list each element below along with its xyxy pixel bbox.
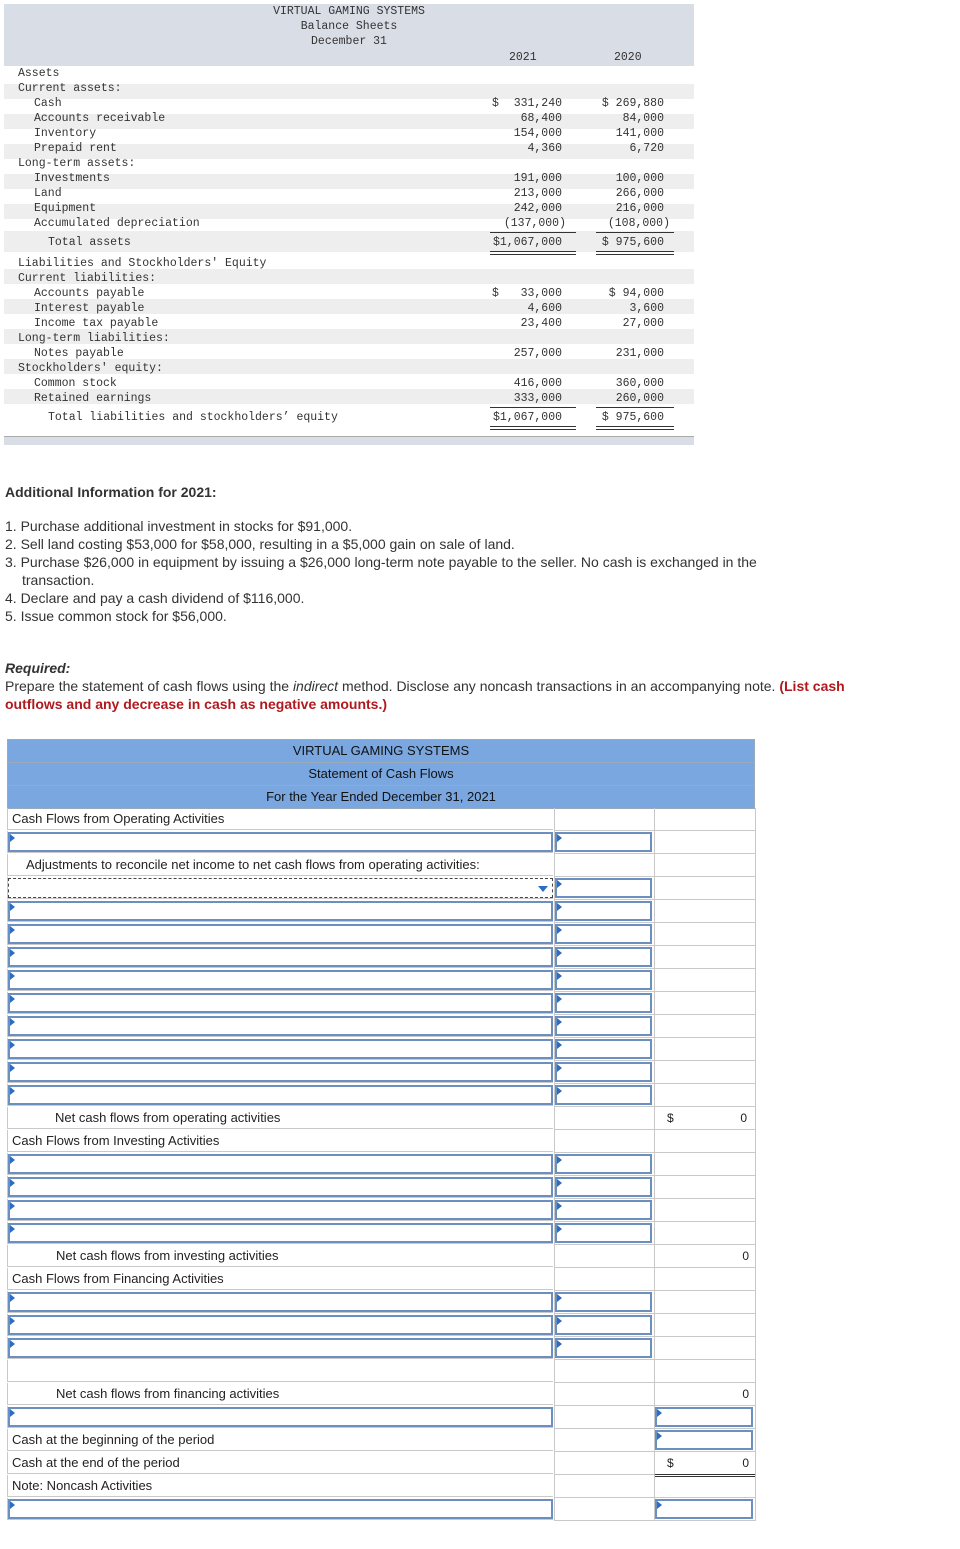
net-investing-label: Net cash flows from investing activities (7, 1245, 553, 1267)
adjustment-label-input[interactable] (8, 924, 553, 944)
bs-current-assets-heading: Current assets: (18, 82, 122, 95)
adjustment-amount-input[interactable] (555, 1085, 652, 1105)
adjustment-label-input[interactable] (8, 993, 553, 1013)
bs-equity-heading: Stockholders' equity: (18, 362, 163, 375)
bs-row-investments: Investments 191,000 100,000 (34, 172, 664, 185)
bs-row-notes-payable: Notes payable 257,000 231,000 (34, 347, 664, 360)
net-income-label-input[interactable] (8, 832, 553, 852)
investing-amount-input[interactable] (555, 1154, 652, 1174)
bs-row-accumulated-depreciation: Accumulated depreciation (137,000) (108,000) (34, 217, 670, 230)
balance-sheet (4, 4, 694, 444)
bs-row-accounts-payable: Accounts payable $ 33,000 $ 94,000 (34, 287, 664, 300)
adjustment-label-input[interactable] (8, 1016, 553, 1036)
bs-row-retained-earnings: Retained earnings 333,000 260,000 (34, 392, 664, 405)
bs-row-total-assets: Total assets $1,067,000 $ 975,600 (48, 236, 664, 249)
noncash-row (7, 1498, 755, 1521)
net-operating-total: $ 0 (667, 1111, 747, 1125)
adjustment-amount-input[interactable] (555, 993, 652, 1013)
cash-end-total: $ 0 (654, 1452, 756, 1477)
financing-amount-input[interactable] (555, 1338, 652, 1358)
financing-heading: Cash Flows from Financing Activities (7, 1268, 553, 1290)
adjustment-amount-input[interactable] (555, 1039, 652, 1059)
net-financing-label: Net cash flows from financing activities (7, 1383, 553, 1405)
net-income-row (7, 831, 755, 854)
bs-row-inventory: Inventory 154,000 141,000 (34, 127, 664, 140)
noncash-label: Note: Noncash Activities (7, 1475, 553, 1497)
cf-statement: Statement of Cash Flows (7, 762, 755, 786)
adjustment-row (7, 1015, 755, 1038)
financing-row (7, 1291, 755, 1314)
net-change-label-input[interactable] (8, 1407, 553, 1427)
net-investing-total: 0 (654, 1245, 756, 1268)
investing-row (7, 1199, 755, 1222)
investing-row (7, 1176, 755, 1199)
financing-amount-input[interactable] (555, 1315, 652, 1335)
info-item-2: 2. Sell land costing $53,000 for $58,000, resulting in a $5,000 gain on sale of land. (5, 536, 515, 552)
investing-label-input[interactable] (8, 1200, 553, 1220)
bs-long-term-liab-heading: Long-term liabilities: (18, 332, 170, 345)
net-financing-total: 0 (654, 1383, 756, 1406)
bs-row-ar: Accounts receivable 68,400 84,000 (34, 112, 664, 125)
net-change-row (7, 1406, 755, 1429)
bs-year-2021: 2021 (509, 51, 537, 64)
investing-row (7, 1222, 755, 1245)
adjustment-amount-input[interactable] (555, 947, 652, 967)
financing-amount-input[interactable] (555, 1292, 652, 1312)
investing-row (7, 1153, 755, 1176)
investing-amount-input[interactable] (555, 1200, 652, 1220)
adjustment-label-input[interactable] (8, 1062, 553, 1082)
adjustment-row (7, 1038, 755, 1061)
bs-row-income-tax-payable: Income tax payable 23,400 27,000 (34, 317, 664, 330)
bs-current-liab-heading: Current liabilities: (18, 272, 157, 285)
adjustment-label-input[interactable] (8, 1039, 553, 1059)
required-label: Required: (5, 660, 71, 676)
info-item-5: 5. Issue common stock for $56,000. (5, 608, 227, 624)
adjustment-row (7, 1084, 755, 1107)
adjustment-row (7, 946, 755, 969)
adjustment-amount-input[interactable] (555, 878, 652, 898)
bs-row-prepaid: Prepaid rent 4,360 6,720 (34, 142, 664, 155)
info-item-1: 1. Purchase additional investment in stocks for $91,000. (5, 518, 353, 534)
adjustment-amount-input[interactable] (555, 1016, 652, 1036)
bs-row-cash: Cash $ 331,240 $ 269,880 (34, 97, 664, 110)
cf-period: For the Year Ended December 31, 2021 (7, 785, 755, 809)
bs-long-term-assets-heading: Long-term assets: (18, 157, 136, 170)
investing-amount-input[interactable] (555, 1177, 652, 1197)
adjustment-row (7, 969, 755, 992)
bs-company: VIRTUAL GAMING SYSTEMS (273, 5, 425, 18)
bs-liab-equity-heading: Liabilities and Stockholders' Equity (18, 257, 267, 270)
adjustment-row (7, 877, 755, 900)
bs-row-total-liab-equity: Total liabilities and stockholders’ equity $1,067,000 $ 975,600 (48, 411, 664, 424)
investing-label-input[interactable] (8, 1223, 553, 1243)
adjustment-amount-input[interactable] (555, 901, 652, 921)
required-instruction: outflows and any decrease in cash as negative amounts.) (5, 696, 388, 712)
bs-row-interest-payable: Interest payable 4,600 3,600 (34, 302, 664, 315)
required-text: Prepare the statement of cash flows using the indirect method. Disclose any noncash transactions in an accompanying note. (List cash (5, 678, 845, 694)
info-item-4: 4. Declare and pay a cash dividend of $116,000. (5, 590, 305, 606)
financing-label-input[interactable] (8, 1338, 553, 1358)
adjustment-row (7, 900, 755, 923)
adjustment-row (7, 992, 755, 1015)
investing-heading: Cash Flows from Investing Activities (7, 1130, 553, 1152)
cash-beginning-input[interactable] (655, 1430, 753, 1450)
info-item-3: 3. Purchase $26,000 in equipment by issuing a $26,000 long-term note payable to the seller. No cash is exchanged in the (5, 554, 757, 570)
adjustment-select[interactable] (8, 878, 553, 898)
operating-heading: Cash Flows from Operating Activities (7, 808, 553, 830)
adjustment-row (7, 923, 755, 946)
financing-row (7, 1337, 755, 1360)
bs-row-equipment: Equipment 242,000 216,000 (34, 202, 664, 215)
investing-label-input[interactable] (8, 1154, 553, 1174)
investing-label-input[interactable] (8, 1177, 553, 1197)
adjustment-label-input[interactable] (8, 947, 553, 967)
net-income-amount-input[interactable] (555, 832, 652, 852)
bs-row-land: Land 213,000 266,000 (34, 187, 664, 200)
adjustment-label-input[interactable] (8, 970, 553, 990)
adjustment-label-input[interactable] (8, 901, 553, 921)
cash-beginning-label: Cash at the beginning of the period (7, 1429, 553, 1451)
chevron-down-icon[interactable] (538, 886, 548, 892)
info-item-3-cont: transaction. (22, 572, 95, 588)
net-change-amount-input[interactable] (655, 1407, 753, 1427)
cash-end-label: Cash at the end of the period (7, 1452, 553, 1474)
adjustment-amount-input[interactable] (555, 1062, 652, 1082)
adjustments-label: Adjustments to reconcile net income to net cash flows from operating activities: (7, 854, 553, 876)
adjustment-amount-input[interactable] (555, 924, 652, 944)
net-operating-label: Net cash flows from operating activities (55, 1110, 281, 1125)
financing-label-input[interactable] (8, 1292, 553, 1312)
adjustment-amount-input[interactable] (555, 970, 652, 990)
bs-row-common-stock: Common stock 416,000 360,000 (34, 377, 664, 390)
additional-info-heading: Additional Information for 2021: (5, 484, 217, 500)
bs-assets-heading: Assets (18, 67, 60, 80)
bs-year-2020: 2020 (614, 51, 642, 64)
noncash-label-input[interactable] (8, 1499, 553, 1519)
financing-label-input[interactable] (8, 1315, 553, 1335)
cf-company: VIRTUAL GAMING SYSTEMS (7, 739, 755, 763)
adjustment-label-input[interactable] (8, 1085, 553, 1105)
noncash-amount-input[interactable] (655, 1499, 753, 1519)
adjustment-row (7, 1061, 755, 1084)
investing-amount-input[interactable] (555, 1223, 652, 1243)
bs-bottom-bar (4, 436, 694, 445)
bs-statement: Balance Sheets (300, 20, 398, 33)
bs-date: December 31 (311, 35, 387, 48)
financing-row (7, 1314, 755, 1337)
